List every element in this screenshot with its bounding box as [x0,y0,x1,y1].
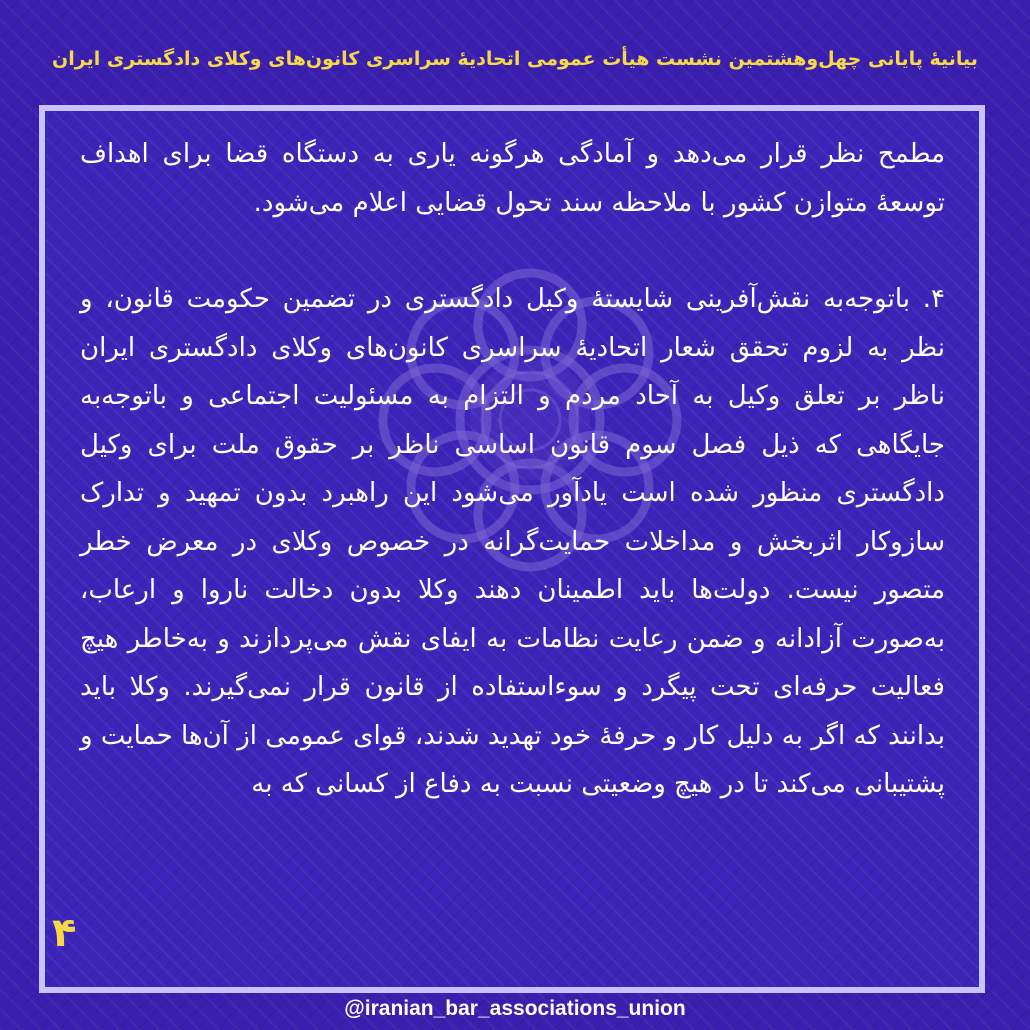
page-number: ۴ [52,910,77,956]
paragraph: مطمح نظر قرار می‌دهد و آمادگی هرگونه یاری به دستگاه قضا برای اهداف توسعهٔ متوازن کشور با ملاحظه سند تحول قضایی اعلام می‌شود. [80,139,945,218]
paragraph-item-4: ۴. باتوجه‌به نقش‌آفرینی شایستهٔ وکیل دادگستری در تضمین حکومت قانون، و نظر به لزوم تحقق شعار اتحادیهٔ سراسری کانون‌های وکلای دادگستری ایران ناظر بر تعلق وکیل به آحاد مردم و التزام به مسئولیت اجتماعی و باتوجه‌به جایگاهی که ذیل فصل سوم قانون اساسی ناظر بر حقوق ملت برای وکیل دادگستری منظور شده است یادآور می‌شود این راهبرد بدون تمهید و تدارک سازوکار اثربخش و مداخلات حمایت‌گرانه در خصوص وکلای در معرض خطر متصور نیست. دولت‌ها باید اطمینان دهند وکلا بدون دخالت ناروا و ارعاب، به‌صورت آزادانه و ضمن رعایت نظامات به ایفای نقش می‌پردازند و به‌خاطر هیچ فعالیت حرفه‌ای تحت پیگرد و سوءاستفاده از قانون قرار نمی‌گیرند. وکلا باید بدانند که اگر به دلیل کار و حرفهٔ خود تهدید شدند، قوای عمومی از آن‌ها حمایت و پشتیبانی می‌کند تا در هیچ وضعیتی نسبت به دفاع از کسانی که به [80,284,945,799]
page-title: بیانیهٔ پایانی چهل‌وهشتمین نشست هیأت عمومی اتحادیهٔ سراسری کانون‌های وکلای دادگستری ایران [52,48,978,70]
statement-body [80,130,945,809]
instagram-handle: @iranian_bar_associations_union [344,997,686,1020]
